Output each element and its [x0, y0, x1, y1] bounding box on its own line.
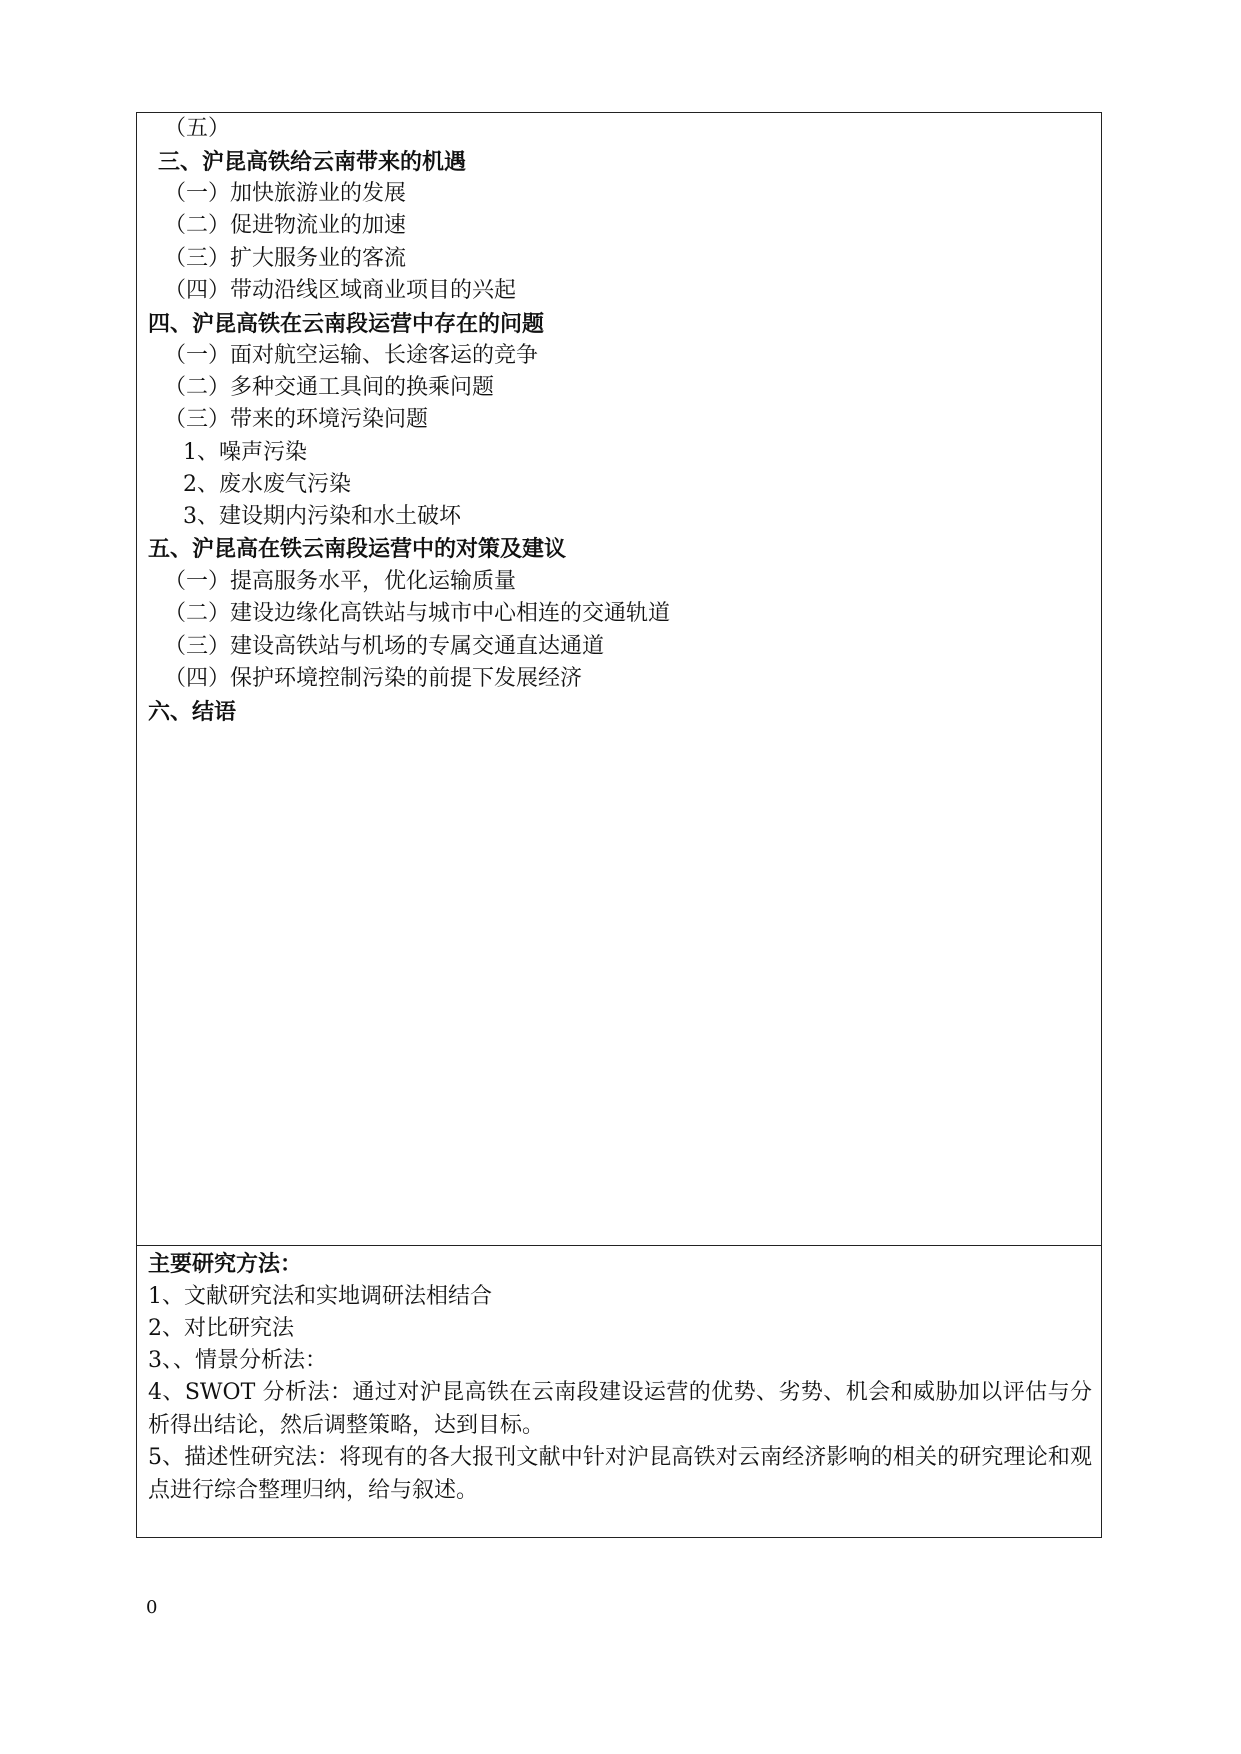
- outline-heading-3: 三、沪昆高铁给云南带来的机遇: [158, 149, 467, 175]
- outline-heading-5: 五、沪昆高在铁云南段运营中的对策及建议: [148, 536, 567, 562]
- outline-subsection-5-4: （四）保护环境控制污染的前提下发展经济: [164, 666, 583, 691]
- outline-subsection-3-2: （二）促进物流业的加速: [164, 213, 407, 238]
- outline-subsection-3-4: （四）带动沿线区域商业项目的兴起: [164, 278, 517, 303]
- outline-heading-6: 六、结语: [148, 699, 237, 725]
- outline-subsection-5-1: （一）提高服务水平，优化运输质量: [164, 569, 517, 594]
- outline-subsection-5-3: （三）建设高铁站与机场的专属交通直达通道: [164, 634, 605, 659]
- research-methods-title: 主要研究方法：: [148, 1251, 303, 1277]
- outline-item-4-3-2: 2、废水废气污染: [183, 472, 351, 497]
- outline-subsection-4-3: （三）带来的环境污染问题: [164, 407, 429, 432]
- research-method-2: 2、对比研究法: [148, 1316, 294, 1341]
- outline-subsection-4-1: （一）面对航空运输、长途客运的竞争: [164, 343, 539, 368]
- outline-subsection-3-3: （三）扩大服务业的客流: [164, 246, 407, 271]
- page-number: 0: [146, 1597, 158, 1618]
- outline-subsection-3-1: （一）加快旅游业的发展: [164, 181, 407, 206]
- research-method-4: 4、SWOT 分析法：通过对沪昆高铁在云南段建设运营的优势、劣势、机会和威胁加以评估与分析得出结论，然后调整策略，达到目标。: [148, 1380, 1092, 1438]
- research-method-1: 1、文献研究法和实地调研法相结合: [148, 1284, 492, 1309]
- outline-subsection-5: （五）: [164, 116, 231, 141]
- outline-subsection-5-2: （二）建设边缘化高铁站与城市中心相连的交通轨道: [164, 601, 671, 626]
- research-method-3: 3、、情景分析法：: [148, 1348, 327, 1373]
- research-method-5: 5、描述性研究法：将现有的各大报刊文献中针对沪昆高铁对云南经济影响的相关的研究理论和观点进行综合整理归纳，给与叙述。: [148, 1445, 1092, 1503]
- outline-subsection-4-2: （二）多种交通工具间的换乘问题: [164, 375, 495, 400]
- outline-item-4-3-3: 3、建设期内污染和水土破坏: [183, 504, 461, 529]
- outline-heading-4: 四、沪昆高铁在云南段运营中存在的问题: [148, 311, 545, 337]
- outline-item-4-3-1: 1、噪声污染: [183, 440, 307, 465]
